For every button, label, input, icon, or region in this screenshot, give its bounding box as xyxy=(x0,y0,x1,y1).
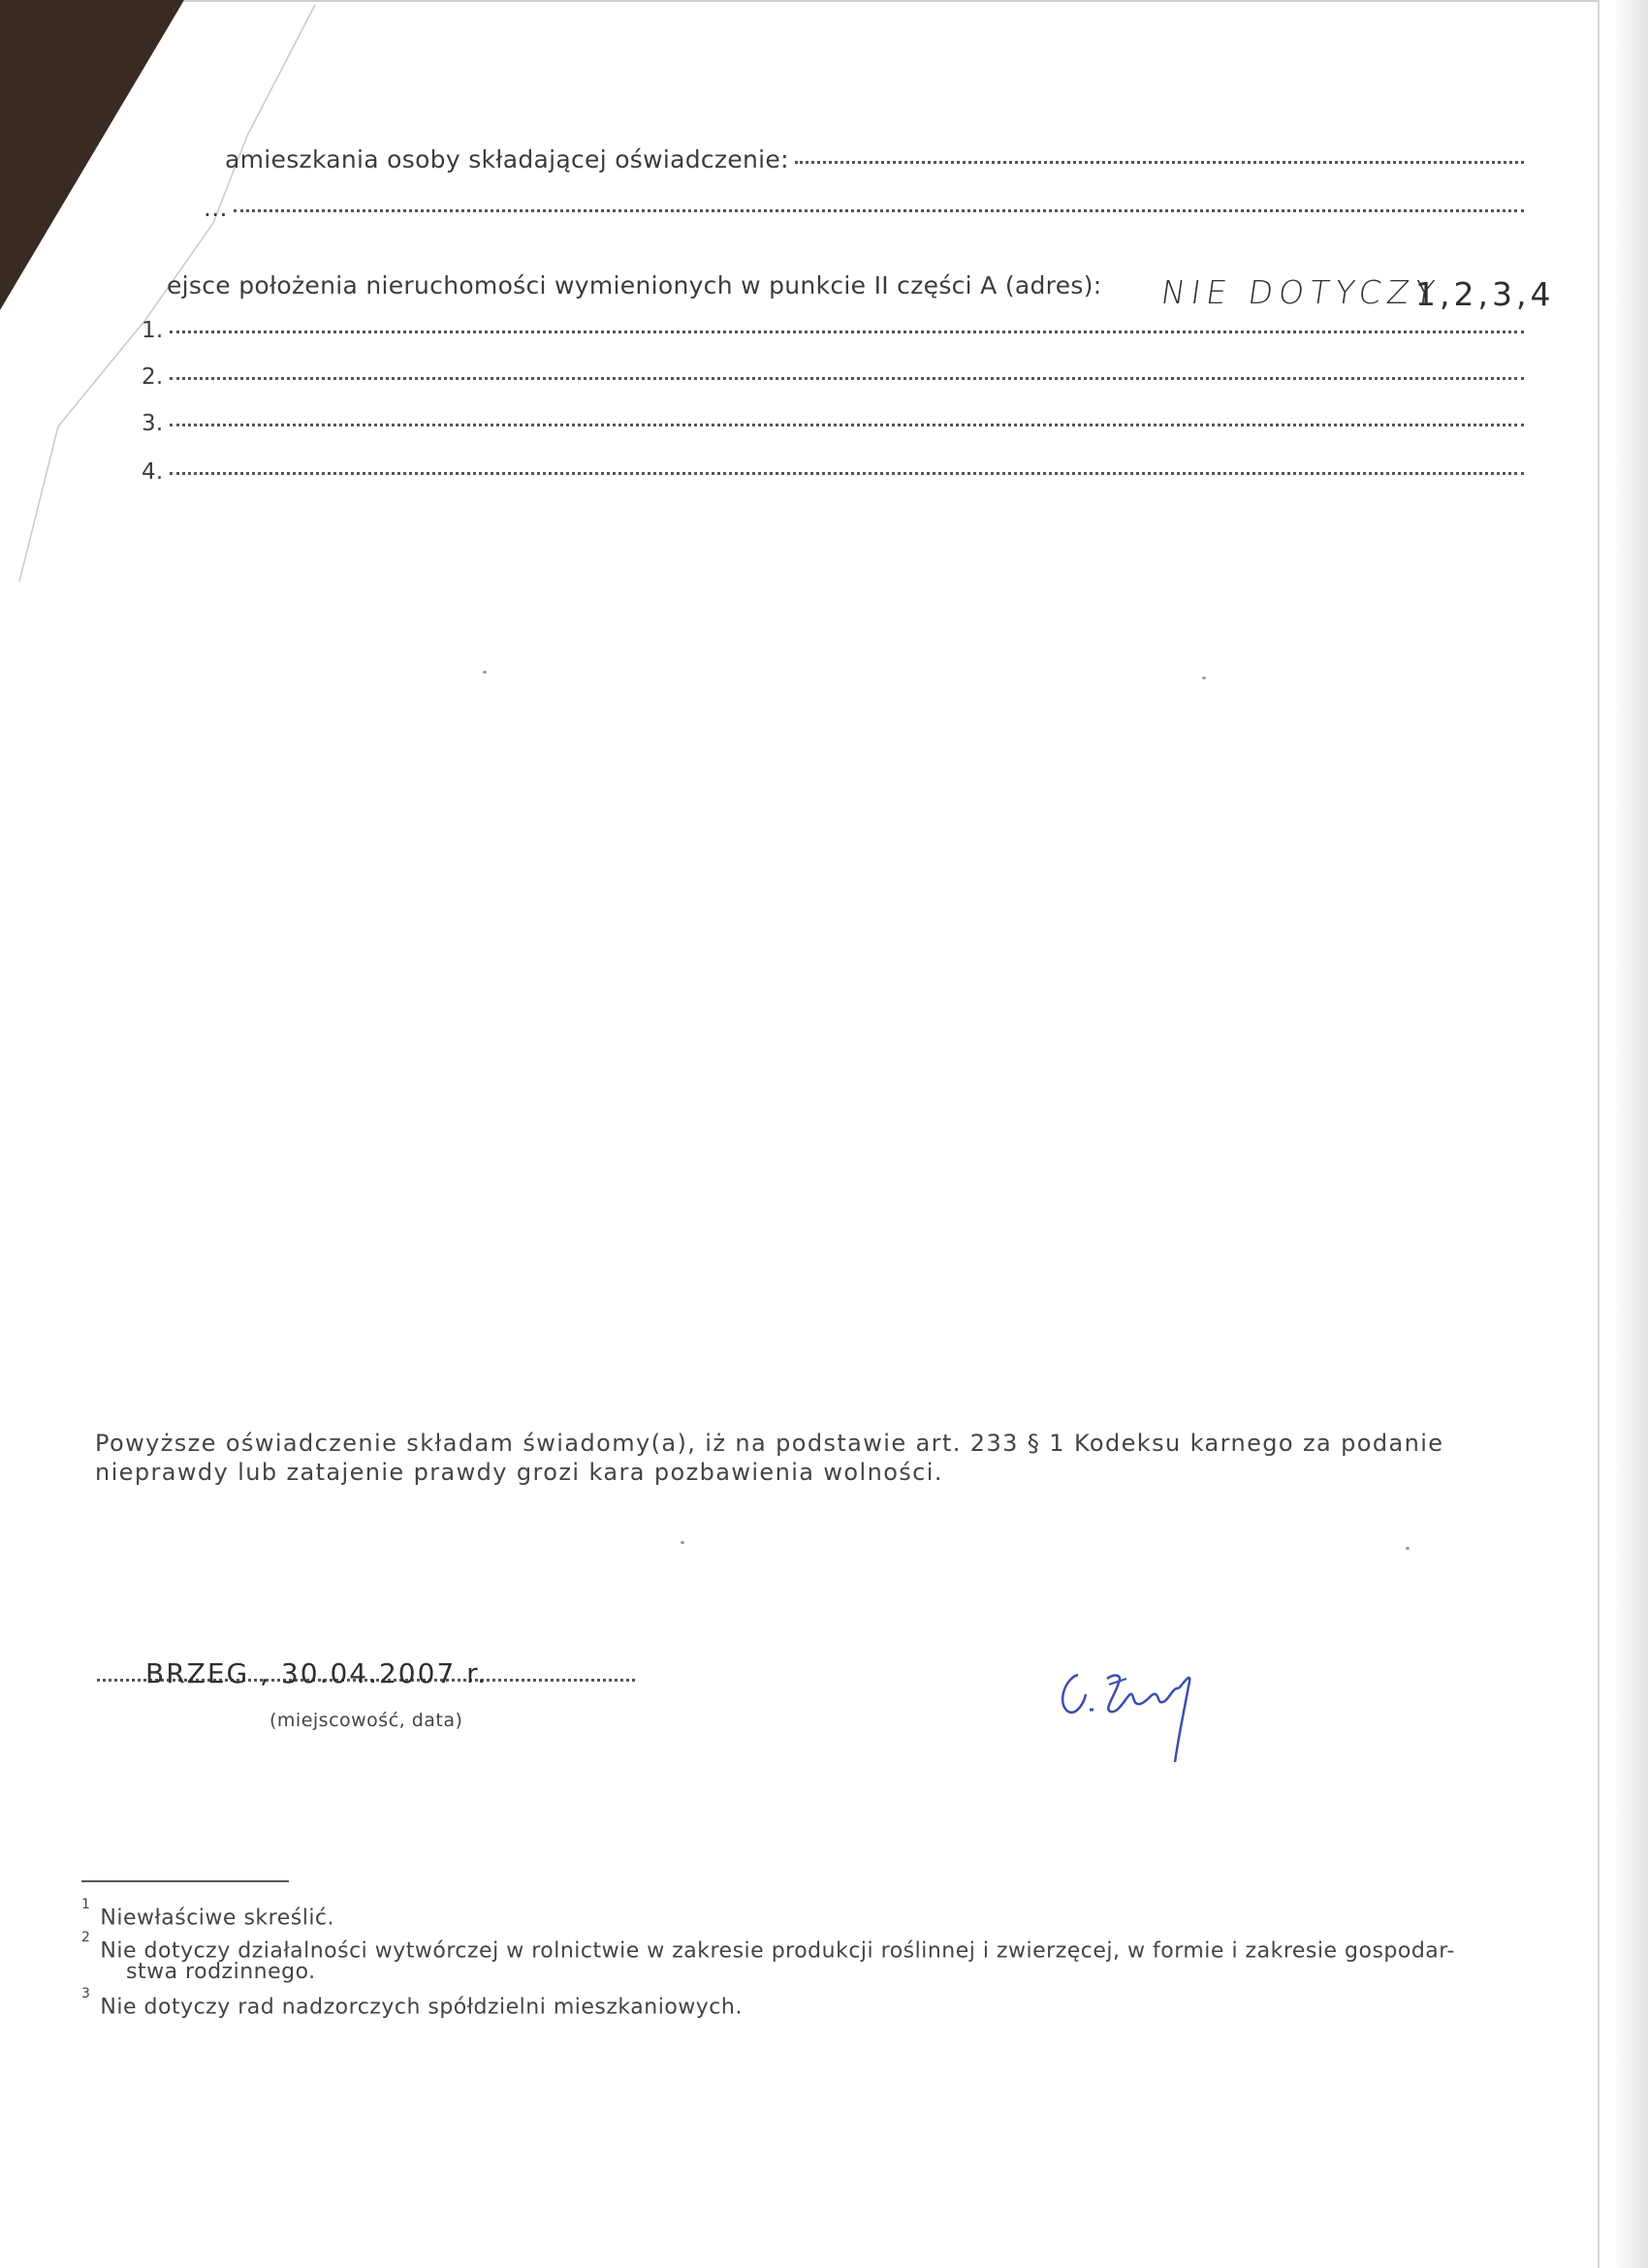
footnote-mark: 2 xyxy=(81,1930,91,1945)
residence-cont-row xyxy=(204,194,1524,222)
address-line-4 xyxy=(142,459,1524,485)
residence-cont: ... xyxy=(204,194,228,222)
address-line-number: 3. xyxy=(142,411,164,436)
footnote-text: Nie dotyczy rad nadzorczych spółdzielni mieszkaniowych. xyxy=(100,1995,743,2020)
place-date-caption: (miejscowość, data) xyxy=(269,1710,463,1731)
scan-right-edge-line xyxy=(1598,0,1600,2268)
scan-speck xyxy=(483,671,487,674)
address-line-3 xyxy=(142,411,1524,436)
address-line-number: 1. xyxy=(142,318,164,343)
signature-mark xyxy=(1047,1657,1241,1774)
address-line-2 xyxy=(142,364,1524,390)
address-dotted-line xyxy=(170,424,1524,426)
footnote-mark: 1 xyxy=(81,1897,91,1912)
scan-top-edge xyxy=(184,0,1600,2)
residence-label: amieszkania osoby składającej oświadczenie: xyxy=(225,145,789,173)
residence-cont-dotted-line xyxy=(234,209,1524,212)
address-line-number: 4. xyxy=(142,459,164,485)
property-label: ejsce położenia nieruchomości wymienionych w punkcie II części A (adres): xyxy=(167,271,1102,299)
address-dotted-line xyxy=(170,377,1524,380)
scan-right-edge xyxy=(1613,0,1648,2268)
address-line-number: 2. xyxy=(142,364,164,390)
footnote-3 xyxy=(81,1986,743,2020)
handwritten-place-date: BRZEG , 30.04.2007 r. xyxy=(145,1657,488,1689)
handwritten-not-applicable: NIE DOTYCZY xyxy=(1158,273,1443,311)
handwritten-items-ref: 1,2,3,4 xyxy=(1415,275,1555,313)
scan-speck xyxy=(1406,1547,1410,1550)
footnote-1 xyxy=(81,1897,335,1931)
address-dotted-line xyxy=(170,472,1524,475)
scan-speck xyxy=(681,1541,684,1544)
residence-dotted-line xyxy=(795,161,1524,164)
address-line-1 xyxy=(142,318,1524,343)
address-dotted-line xyxy=(170,331,1524,333)
footnote-text: Nie dotyczy działalności wytwórczej w rolnictwie w zakresie produkcji roślinnej i zwierzęcej, w formie i zakresie gospodar- xyxy=(100,1938,1455,1964)
footnote-rule xyxy=(81,1880,289,1882)
footnote-mark: 3 xyxy=(81,1986,91,2001)
footnote-2-continuation: stwa rodzinnego. xyxy=(126,1960,316,1984)
statement-text: Powyższe oświadczenie składam świadomy(a), iż na podstawie art. 233 § 1 Kodeksu karnego za podanie nieprawdy lub zatajenie prawdy grozi kara pozbawienia wolności. xyxy=(95,1430,1444,1486)
footnote-text: Niewłaściwe skreślić. xyxy=(100,1906,335,1931)
scan-speck xyxy=(1202,677,1206,679)
residence-row xyxy=(225,145,1524,173)
